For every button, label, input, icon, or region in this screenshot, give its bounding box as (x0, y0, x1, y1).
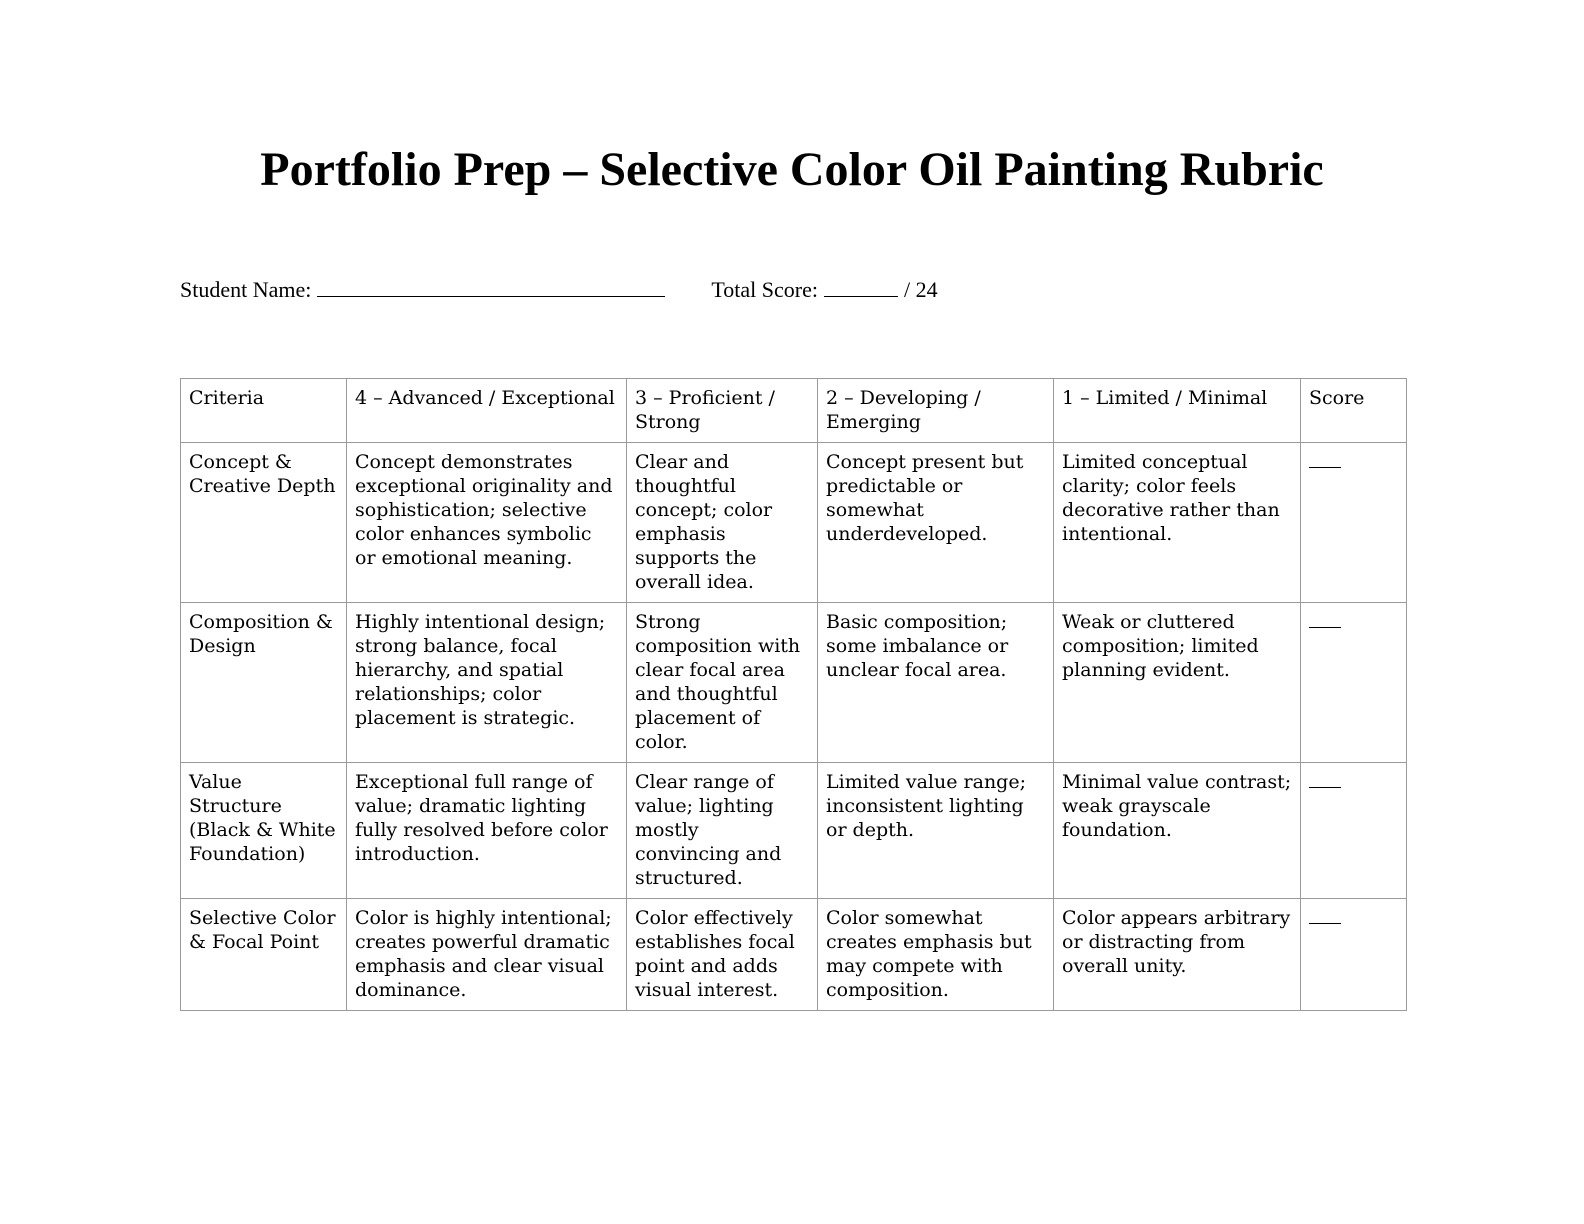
header-developing: 2 – Developing / Emerging (818, 379, 1054, 443)
proficient-cell: Color effectively establishes focal point and adds visual interest. (627, 899, 818, 1011)
header-advanced: 4 – Advanced / Exceptional (347, 379, 627, 443)
page-title: Portfolio Prep – Selective Color Oil Painting Rubric (260, 143, 1324, 196)
proficient-cell: Clear and thoughtful concept; color emphasis supports the overall idea. (627, 443, 818, 603)
total-score-label: Total Score: (711, 277, 818, 302)
developing-cell: Limited value range; inconsistent lighting or depth. (818, 763, 1054, 899)
table-header-row (181, 379, 1407, 443)
score-blank[interactable] (1309, 453, 1341, 468)
advanced-cell: Color is highly intentional; creates powerful dramatic emphasis and clear visual dominance. (347, 899, 627, 1011)
score-cell[interactable] (1301, 899, 1407, 1011)
table-row (181, 603, 1407, 763)
proficient-cell: Clear range of value; lighting mostly convincing and structured. (627, 763, 818, 899)
advanced-cell: Concept demonstrates exceptional originality and sophistication; selective color enhances symbolic or emotional meaning. (347, 443, 627, 603)
developing-cell: Basic composition; some imbalance or unclear focal area. (818, 603, 1054, 763)
advanced-cell: Exceptional full range of value; dramatic lighting fully resolved before color introduction. (347, 763, 627, 899)
limited-cell: Weak or cluttered composition; limited planning evident. (1054, 603, 1301, 763)
total-score-max: / 24 (903, 277, 938, 302)
limited-cell: Limited conceptual clarity; color feels decorative rather than intentional. (1054, 443, 1301, 603)
limited-cell: Minimal value contrast; weak grayscale foundation. (1054, 763, 1301, 899)
header-score: Score (1301, 379, 1407, 443)
rubric-table (180, 378, 1407, 1011)
total-score-blank[interactable] (824, 276, 898, 297)
student-name-label: Student Name: (180, 277, 312, 302)
developing-cell: Color somewhat creates emphasis but may compete with composition. (818, 899, 1054, 1011)
header-proficient: 3 – Proficient / Strong (627, 379, 818, 443)
proficient-cell: Strong composition with clear focal area and thoughtful placement of color. (627, 603, 818, 763)
criteria-cell: Value Structure (Black & White Foundation) (181, 763, 347, 899)
score-blank[interactable] (1309, 613, 1341, 628)
score-blank[interactable] (1309, 773, 1341, 788)
score-cell[interactable] (1301, 443, 1407, 603)
student-info-line (180, 276, 938, 304)
table-row (181, 899, 1407, 1011)
table-row (181, 443, 1407, 603)
limited-cell: Color appears arbitrary or distracting from overall unity. (1054, 899, 1301, 1011)
criteria-cell: Composition & Design (181, 603, 347, 763)
criteria-cell: Selective Color & Focal Point (181, 899, 347, 1011)
score-cell[interactable] (1301, 763, 1407, 899)
score-blank[interactable] (1309, 909, 1341, 924)
header-limited: 1 – Limited / Minimal (1054, 379, 1301, 443)
score-cell[interactable] (1301, 603, 1407, 763)
student-name-blank[interactable] (317, 276, 665, 297)
advanced-cell: Highly intentional design; strong balance, focal hierarchy, and spatial relationships; color placement is strategic. (347, 603, 627, 763)
table-row (181, 763, 1407, 899)
criteria-cell: Concept & Creative Depth (181, 443, 347, 603)
header-criteria: Criteria (181, 379, 347, 443)
developing-cell: Concept present but predictable or somewhat underdeveloped. (818, 443, 1054, 603)
